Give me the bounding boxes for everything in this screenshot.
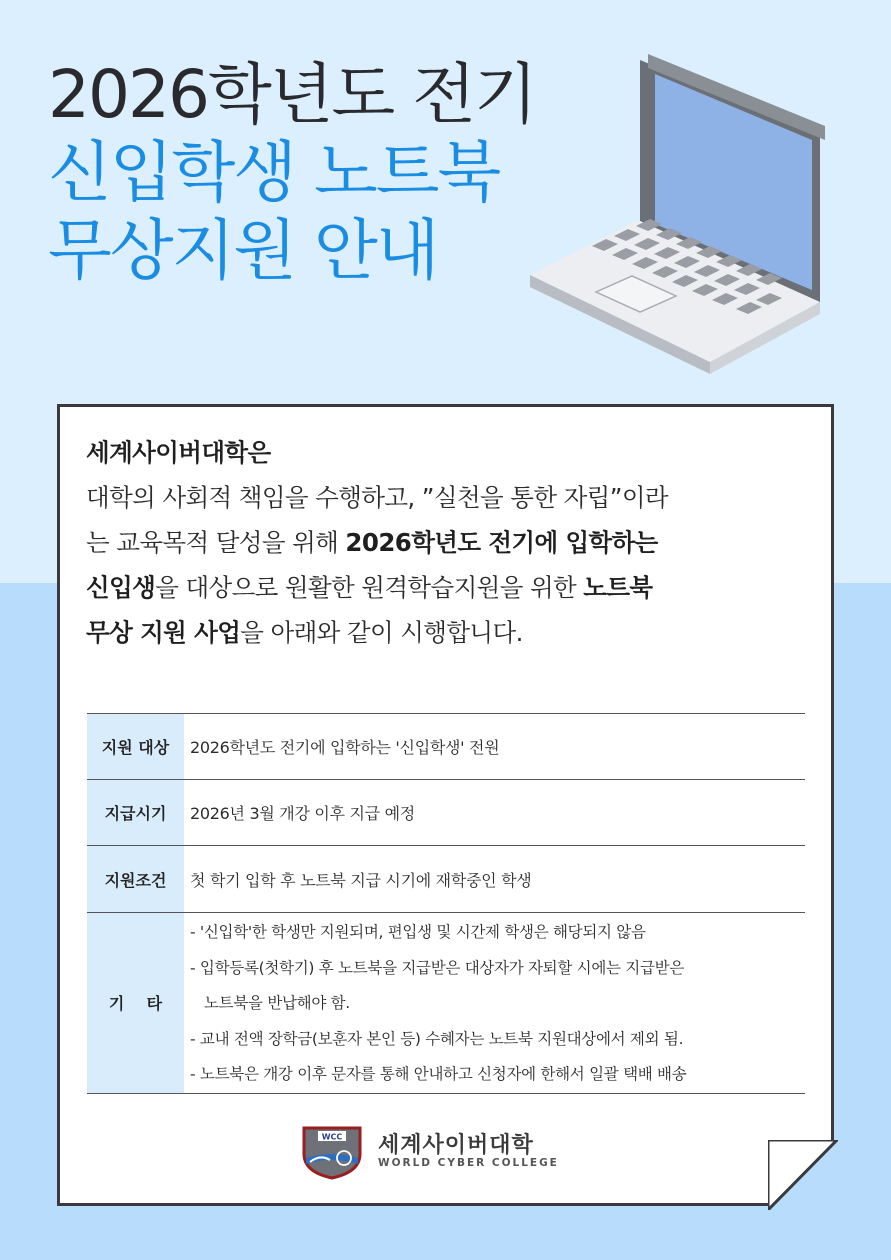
intro-line-4-a: 신입생 xyxy=(86,573,156,602)
note-2-line-2: 노트북을 반납해야 함. xyxy=(204,994,350,1012)
table-row xyxy=(87,780,805,846)
intro-line-5 xyxy=(86,610,806,655)
intro-line-4 xyxy=(86,565,806,610)
table-row xyxy=(87,913,805,1094)
row-value-other xyxy=(184,913,805,1094)
intro-line-3-b: 2026학년도 전기에 입학하는 xyxy=(345,528,658,557)
row-value-timing: 2026년 3월 개강 이후 지급 예정 xyxy=(190,804,415,823)
laptop-illustration xyxy=(520,40,850,380)
intro-line-2: 대학의 사회적 책임을 수행하고, ”실천을 통한 자립”이라 xyxy=(86,483,668,512)
list-item: - 교내 전액 장학금(보훈자 본인 등) 수혜자는 노트북 지원대상에서 제외 됨. xyxy=(190,1029,684,1048)
emblem-icon xyxy=(300,1124,364,1180)
logo-subtitle: WORLD CYBER COLLEGE xyxy=(378,1157,559,1169)
row-label-condition: 지원조건 xyxy=(87,846,184,913)
row-label-other: 기 타 xyxy=(87,913,184,1094)
intro-line-3 xyxy=(86,520,806,565)
notes-list xyxy=(190,913,805,1093)
intro-line-5-a: 무상 지원 사업 xyxy=(86,618,241,647)
intro-line-1 xyxy=(86,430,806,475)
page-fold-corner xyxy=(768,1140,838,1210)
info-table xyxy=(87,713,805,1094)
row-label-timing: 지급시기 xyxy=(87,780,184,846)
intro-line-4-c: 노트북 xyxy=(583,573,653,602)
list-item: - '신입학'한 학생만 지원되며, 편입생 및 시간제 학생은 해당되지 않음 xyxy=(190,923,646,941)
intro-line-5-b: 을 아래와 같이 시행합니다. xyxy=(240,618,523,647)
intro-text xyxy=(86,430,806,655)
intro-university-name: 세계사이버대학은 xyxy=(86,438,271,467)
table-row xyxy=(87,714,805,780)
title-line-2: 신입학생 노트북 xyxy=(48,134,500,211)
university-logo xyxy=(300,1124,600,1180)
logo-name: 세계사이버대학 xyxy=(378,1133,534,1158)
list-item: - 노트북은 개강 이후 문자를 통해 안내하고 신청자에 한해서 일괄 택배 배송 xyxy=(190,1065,687,1083)
note-2-line-1: - 입학등록(첫학기) 후 노트북을 지급받은 대상자가 자퇴할 시에는 지급받은 xyxy=(190,958,684,977)
emblem-text: WCC xyxy=(321,1132,343,1142)
row-value-target: 2026학년도 전기에 입학하는 '신입학생' 전원 xyxy=(190,738,500,757)
title-line-1: 2026학년도 전기 xyxy=(48,56,536,133)
intro-line-3-a: 는 교육목적 달성을 위해 xyxy=(86,528,346,557)
title-line-3: 무상지원 안내 xyxy=(48,212,438,289)
table-row xyxy=(87,846,805,913)
list-item xyxy=(190,951,805,1022)
row-value-condition: 첫 학기 입학 후 노트북 지급 시기에 재학중인 학생 xyxy=(190,870,532,890)
intro-line-4-b: 을 대상으로 원활한 원격학습지원을 위한 xyxy=(155,573,584,602)
row-label-target: 지원 대상 xyxy=(87,714,184,780)
